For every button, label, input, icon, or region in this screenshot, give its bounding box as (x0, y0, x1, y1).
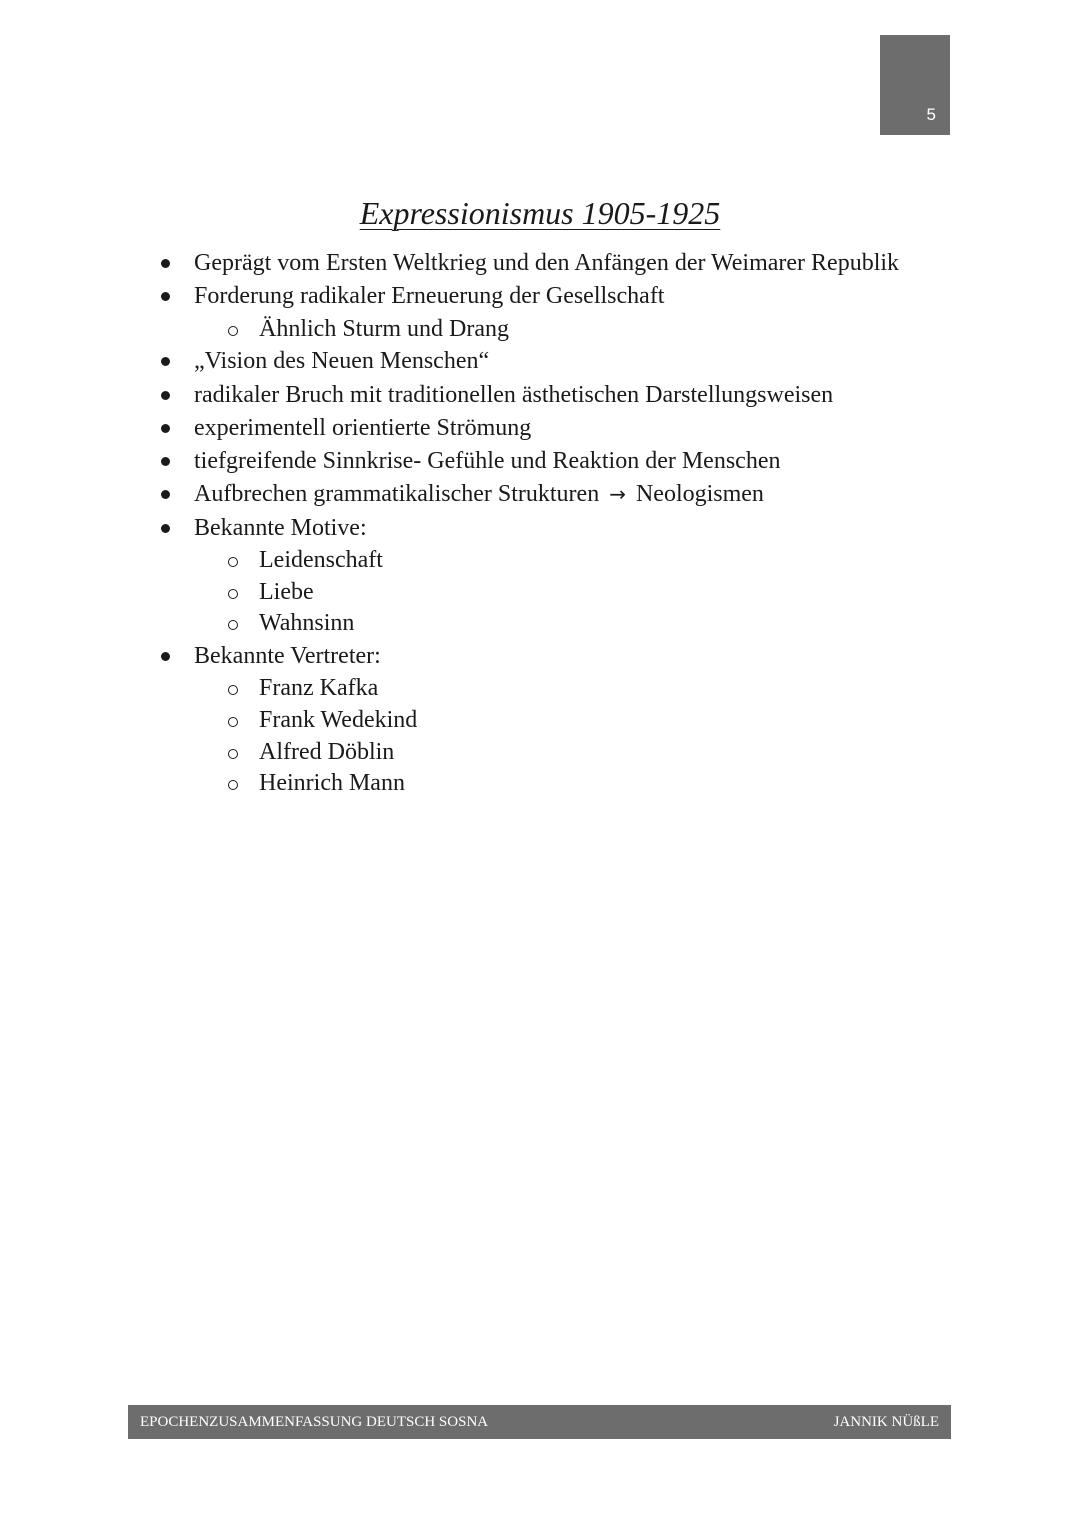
list-item (0, 640, 1080, 673)
bullet-circle-icon (228, 557, 238, 567)
bullet-circle-icon (228, 780, 238, 790)
list-item (0, 445, 1080, 478)
list-item-text: radikaler Bruch mit traditionellen ästhetischen Darstellungsweisen (194, 381, 834, 408)
sub-list-item (0, 673, 1080, 705)
right-arrow-icon: → (609, 482, 626, 507)
sub-list-item-text: Liebe (259, 578, 314, 605)
list-item-text: Bekannte Motive: (194, 514, 367, 541)
list-item-text: tiefgreifende Sinnkrise- Gefühle und Reaktion der Menschen (194, 448, 781, 475)
sub-list-item (0, 577, 1080, 609)
list-item-text: „Vision des Neuen Menschen“ (194, 348, 490, 375)
sub-list-item-text: Leidenschaft (259, 547, 383, 574)
bullet-disc-icon (161, 391, 170, 400)
list-item (0, 379, 1080, 412)
bullet-disc-icon (161, 424, 170, 433)
bullet-circle-icon (228, 749, 238, 759)
footer-bar (128, 1405, 951, 1439)
bullet-disc-icon (161, 652, 170, 661)
list-item (0, 247, 1080, 280)
sub-list-item-text: Frank Wedekind (259, 707, 418, 734)
bullet-disc-icon (161, 292, 170, 301)
bullet-circle-icon (228, 620, 238, 630)
bullet-circle-icon (228, 717, 238, 727)
sub-list-item-text: Franz Kafka (259, 675, 379, 702)
bullet-disc-icon (161, 457, 170, 466)
page-title: Expressionismus 1905-1925 (359, 195, 721, 231)
sub-list-item (0, 545, 1080, 577)
footer-author: JANNIK NÜßLE (833, 1414, 939, 1430)
list-item-text: Bekannte Vertreter: (194, 643, 381, 670)
page-number-tab (880, 35, 950, 135)
bullet-disc-icon (161, 524, 170, 533)
list-item (0, 280, 1080, 313)
sub-list-item-text: Heinrich Mann (259, 770, 405, 797)
sub-list-item (0, 705, 1080, 737)
list-item (0, 512, 1080, 545)
footer-document-title: EPOCHENZUSAMMENFASSUNG DEUTSCH SOSNA (140, 1414, 489, 1430)
bullet-disc-icon (161, 490, 170, 499)
bullet-circle-icon (228, 589, 238, 599)
list-item-text: Forderung radikaler Erneuerung der Gesellschaft (194, 283, 665, 310)
list-item-text: Geprägt vom Ersten Weltkrieg und den Anfängen der Weimarer Republik (194, 250, 900, 276)
list-item-text: experimentell orientierte Strömung (194, 414, 532, 441)
list-item (0, 345, 1080, 378)
sub-list-item (0, 608, 1080, 640)
bullet-circle-icon (228, 326, 238, 336)
sub-list-item (0, 314, 1080, 346)
sub-list-item-text: Alfred Döblin (259, 738, 395, 765)
list-item (0, 412, 1080, 445)
sub-list-item-text: Wahnsinn (259, 610, 355, 637)
sub-list-item-text: Ähnlich Sturm und Drang (259, 315, 509, 342)
sub-list-item (0, 768, 1080, 800)
bullet-disc-icon (161, 259, 170, 268)
bullet-disc-icon (161, 357, 170, 366)
list-item (0, 478, 1080, 511)
sub-list-item (0, 737, 1080, 769)
page-number: 5 (926, 105, 936, 124)
content-list (0, 247, 1080, 800)
list-item-text: Aufbrechen grammatikalischer Strukturen (194, 481, 600, 508)
bullet-circle-icon (228, 685, 238, 695)
list-item-text-after-arrow: Neologismen (635, 481, 764, 508)
